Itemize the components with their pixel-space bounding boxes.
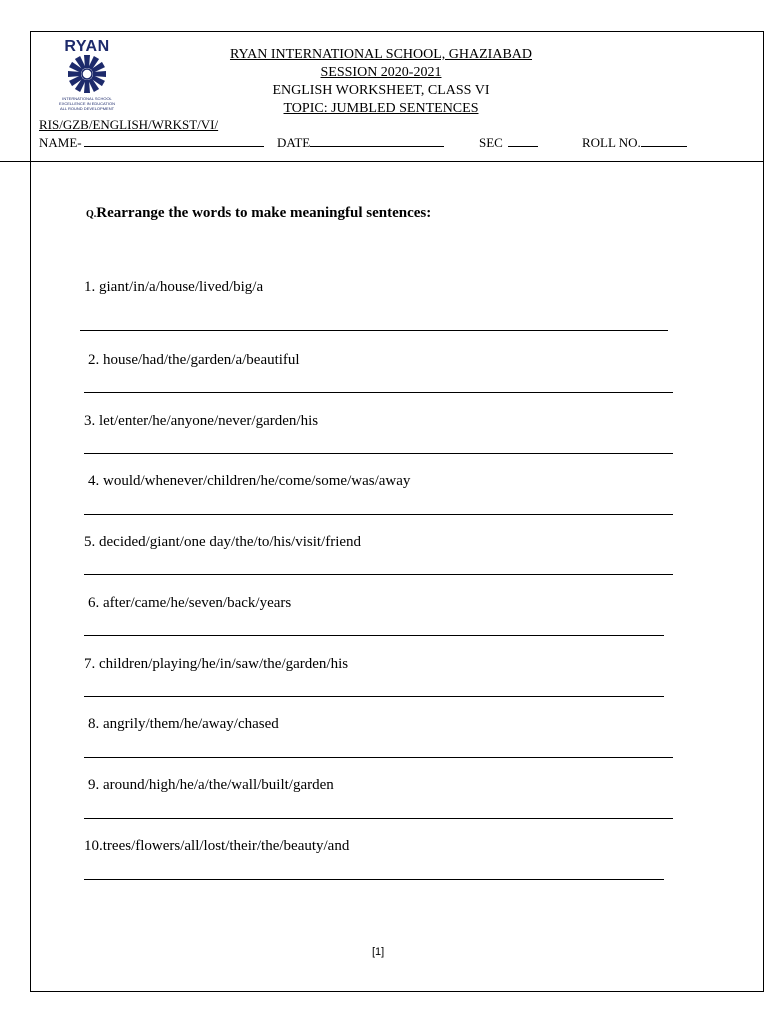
jumbled-item: 3. let/enter/he/anyone/never/garden/his <box>84 413 319 429</box>
section-field[interactable] <box>479 134 538 151</box>
answer-line[interactable] <box>84 818 673 819</box>
name-label: NAME- <box>39 135 82 150</box>
question-text: Rearrange the words to make meaningful sentences: <box>96 205 432 221</box>
jumbled-item: 9. around/high/he/a/the/wall/built/garden <box>88 777 334 793</box>
date-field[interactable] <box>277 134 444 151</box>
logo-tagline: EXCELLENCE IN EDUCATION <box>59 101 115 106</box>
jumbled-item: 1. giant/in/a/house/lived/big/a <box>84 279 264 295</box>
date-label: DATE <box>277 135 311 150</box>
roll-field[interactable] <box>582 134 687 151</box>
logo-emblem-icon <box>50 52 124 98</box>
topic-title: TOPIC: JUMBLED SENTENCES <box>283 101 479 116</box>
question-heading <box>86 205 431 222</box>
roll-blank[interactable] <box>641 134 687 147</box>
answer-line[interactable] <box>84 392 673 393</box>
jumbled-item: 6. after/came/he/seven/back/years <box>88 595 292 611</box>
logo-tagline: ALL ROUND DEVELOPMENT <box>59 106 115 111</box>
section-blank[interactable] <box>508 134 538 147</box>
answer-line[interactable] <box>84 514 673 515</box>
logo-tagline: INTERNATIONAL SCHOOL <box>62 96 112 101</box>
page-number: [1] <box>372 946 385 958</box>
answer-line[interactable] <box>84 757 673 758</box>
date-blank[interactable] <box>310 134 444 147</box>
answer-line[interactable] <box>84 696 664 697</box>
answer-line[interactable] <box>84 879 664 880</box>
school-logo <box>50 38 124 112</box>
answer-line[interactable] <box>84 453 673 454</box>
answer-line[interactable] <box>80 330 668 331</box>
logo-wordmark: RYAN <box>64 38 110 55</box>
name-field[interactable] <box>39 134 264 151</box>
jumbled-item: 8. angrily/them/he/away/chased <box>88 716 279 732</box>
jumbled-item: 10.trees/flowers/all/lost/their/the/beauty/and <box>84 838 350 854</box>
reference-code: RIS/GZB/ENGLISH/WRKST/VI/ <box>39 117 219 132</box>
session-title: SESSION 2020-2021 <box>320 65 442 80</box>
school-name: RYAN INTERNATIONAL SCHOOL, GHAZIABAD <box>229 47 533 62</box>
header-divider <box>0 161 764 162</box>
jumbled-item: 7. children/playing/he/in/saw/the/garden/his <box>84 656 349 672</box>
jumbled-item: 4. would/whenever/children/he/come/some/was/away <box>88 473 411 489</box>
answer-line[interactable] <box>84 635 664 636</box>
name-blank[interactable] <box>84 134 264 147</box>
jumbled-item: 2. house/had/the/garden/a/beautiful <box>88 352 300 368</box>
jumbled-item: 5. decided/giant/one day/the/to/his/visit/friend <box>84 534 362 550</box>
section-label: SEC <box>479 135 503 150</box>
roll-label: ROLL NO. <box>582 135 641 150</box>
question-marker: Q. <box>86 209 97 220</box>
answer-line[interactable] <box>84 574 673 575</box>
worksheet-title: ENGLISH WORKSHEET, CLASS VI <box>272 83 490 98</box>
